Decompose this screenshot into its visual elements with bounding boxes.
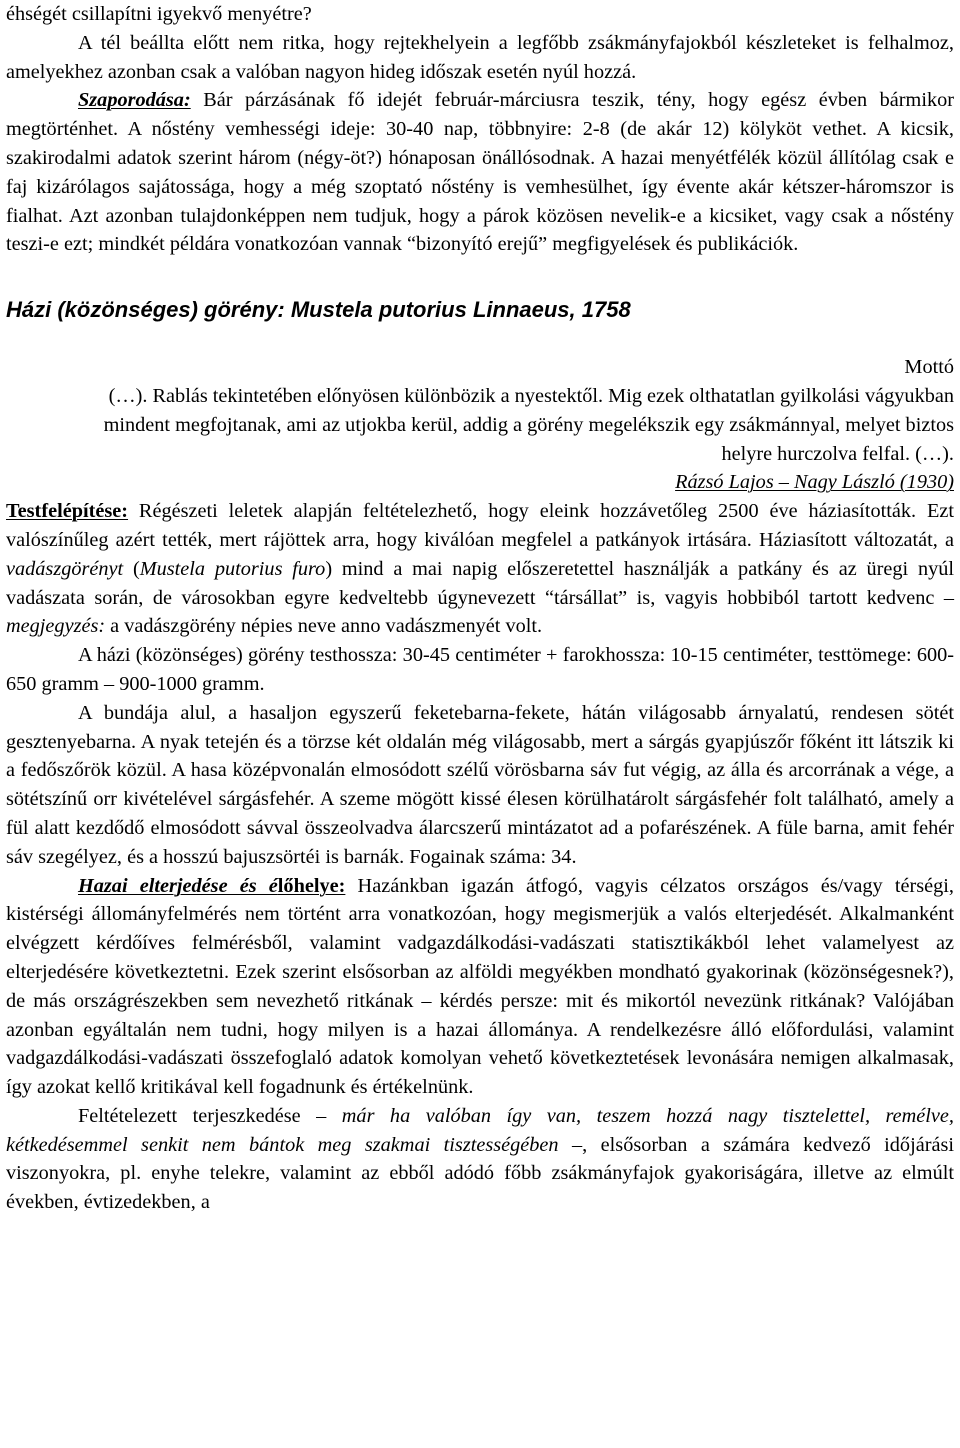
section-heading-3: Házi (közönséges) görény: Mustela putorius Linnaeus, 1758 [6,297,631,323]
styled-run: lőhelye: [277,874,346,897]
paragraph-11 [6,1102,954,1217]
styled-run: Testfelépítése: [6,500,129,523]
styled-run: vadászgörényt [6,557,124,580]
styled-run: megjegyzés: [6,615,106,638]
paragraph-2 [6,86,954,259]
paragraph-1 [6,29,954,87]
document-page [6,0,954,1217]
text-run: A tél beállta előtt nem ritka, hogy rejtekhelyein a legfőbb zsákmányfajokból készleteket is felhalmoz, amelyekhez azonban csak a valóban nagyon hideg időszak esetén nyúl hozzá. [6,31,954,83]
styled-run: Mustela putorius furo [139,557,326,580]
text-run: Feltételezett terjeszkedése – [78,1104,342,1127]
text-run: a vadászgörény népies neve anno vadászmenyét volt. [105,615,543,638]
text-run: A bundája alul, a hasaljon egyszerű feketebarna-fekete, hátán világosabb árnyalatú, rendesen sötét gesztenyebarna. A nyak tetején és a törzse két oldalán még világosabb, mert a sárgás gyapjúszőr főként itt látszik ki a fedőszőrök közül. A hasa középvonalán elmosódott szélű vörösbarna sáv fut végig, az álla és arcorrának a vége, a sötétszínű orr kivételével sárgásfehér. A szeme mögött kissé élesen körülhatárolt sárgásfehér folt található, amely a fül alatt kezdődő elmosódott sávval összeolvadva álarcszerű mintázatot ad a pofarészének. A füle barna, amit fehér sáv szegélyez, és a hosszú bajuszsörtéi is barnák. Fogainak száma: 34. [6,701,954,868]
motto-attribution-6 [6,468,954,497]
motto-attribution-text: Rázsó Lajos – Nagy László (1930) [675,471,954,494]
paragraph-10 [6,872,954,1102]
text-run: Hazánkban igazán átfogó, vagyis célzatos országos és/vagy térségi, kistérségi állományfelmérés nem történt arra vonatkozóan, hogy megismerjük a valós elterjedését. Alkalmanként elvégzett kérdőíves felmérésből, valamint vadgazdálkodási-vadászati statisztikákból lehet valamelyest az elterjedésére következtetni. Ezek szerint elsősorban az alföldi megyékben mondható gyakorinak (közönségesnek?), de más országrészekben sem nevezhető ritkának – kérdés persze: mit és mikortól nevezünk ritkának? Valójában azonban egyáltalán nem tudni, hogy milyen is a hazai állománya. A rendelkezésre álló előfordulási, valamint vadgazdálkodási-vadászati összefoglaló adatok komolyan vehető következtetések levonására nemigen alkalmasak, így azokat kellő kritikával kell fogadnunk és értékelnünk. [6,874,954,1099]
text-run: –, elsősorban a számára kedvező időjárási viszonyokra, pl. enyhe telekre, valamint az ebből adódó főbb zsákmányfajok gyakoriságára, illetve az elmúlt években, évtizedekben, a [6,1133,954,1214]
styled-run: Hazai elterjedése és é [78,874,278,897]
styled-run: Szaporodása: [78,89,191,112]
paragraph-7 [6,497,954,641]
text-run: ) mind a mai napig előszeretettel használják a patkány és az üregi nyúl vadászata során, de városokban egyre kedveltebb úgynevezett “társállat” is, vagyis hobbiból tartott kedvenc – [6,557,955,609]
motto-label-4: Mottó [904,356,954,379]
motto-quote-5: (…). Rablás tekintetében előnyösen különbözik a nyestektől. Mig ezek olthatatlan gyilkolási vágyukban mindent megfojtanak, ami az utjokba kerül, addig a görény megelékszik egy zsákmánnyal, melyet biztos helyre hurczolva felfal. (…). [103,384,954,465]
text-run: Régészeti leletek alapján feltételezhető, hogy eleink hozzávetőleg 2500 éve háziasították. Ezt valószínűleg azért tették, mert rájöttek arra, hogy kiválóan megfelel a patkányok irtására. Háziasított változatát, a [6,500,954,551]
text-line-0 [6,0,954,29]
paragraph-9 [6,699,954,872]
styled-run: már ha valóban így van, teszem hozzá nagy tisztelettel, remélve, kétkedésemmel senkit nem bántok meg szakmai tisztességében [6,1104,954,1156]
text-run: éhségét csillapítni igyekvő menyétre? [6,3,312,25]
text-run: Bár párzásának fő idejét február-márciusra teszik, tény, hogy egész évben bármikor megtörténhet. A nőstény vemhességi ideje: 30-40 nap, többnyire: 2-8 (de akár 12) kölyköt vethet. A kicsik, szakirodalmi adatok szerint három (négy-öt?) hónaposan önállósodnak. A hazai menyétfélék közül állítólag csak e faj kizárólagos sajátossága, hogy a még szoptató nőstény is vemhesülhet, így évente akár kétszer-háromszor is fialhat. Azt azonban tulajdonképpen nem tudjuk, hogy a párok közösen nevelik-e a kicsiket, vagy csak a nőstény teszi-e ezt; mindkét példára vonatkozóan vannak “bizonyító erejű” megfigyelések és publikációk. [6,89,954,256]
text-run: ( [123,557,140,580]
paragraph-8 [6,641,954,699]
text-run: A házi (közönséges) görény testhossza: 30-45 centiméter + farokhossza: 10-15 centiméter, testtömege: 600-650 gramm – 900-1000 gramm. [6,644,954,695]
